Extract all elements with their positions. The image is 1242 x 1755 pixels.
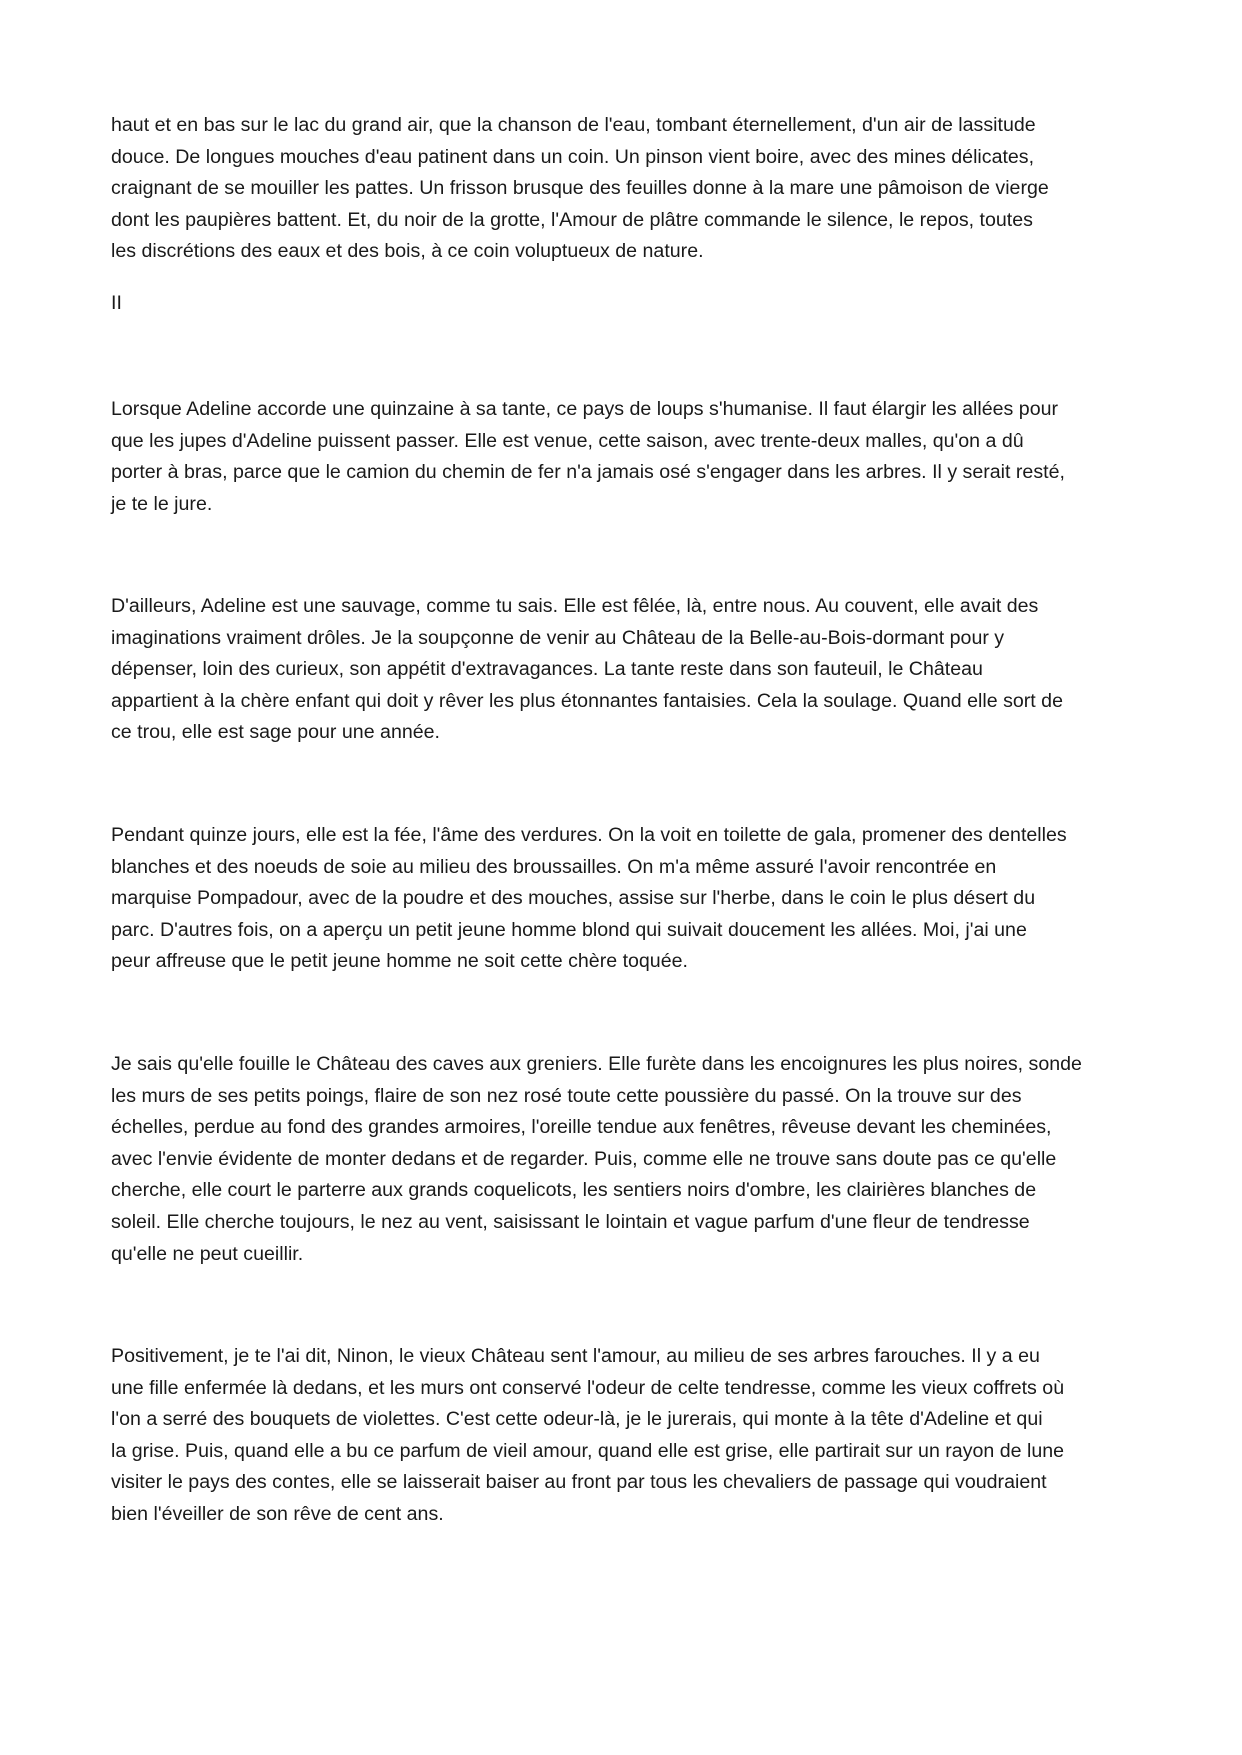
paragraph-line: visiter le pays des contes, elle se laisserait baiser au front par tous les chevaliers de passage qui voudraient [111,1471,1047,1494]
paragraph-line: une fille enfermée là dedans, et les murs ont conservé l'odeur de celte tendresse, comme les vieux coffrets où [111,1376,1065,1399]
paragraph-line: appartient à la chère enfant qui doit y rêver les plus étonnantes fantaisies. Cela la soulage. Quand elle sort de [111,689,1063,712]
paragraph-line: les murs de ses petits poings, flaire de son nez rosé toute cette poussière du passé. On la trouve sur des [111,1084,1022,1107]
paragraph-line: parc. D'autres fois, on a aperçu un petit jeune homme blond qui suivait doucement les allées. Moi, j'ai une [111,918,1027,941]
paragraph-line: ce trou, elle est sage pour une année. [111,721,440,744]
paragraph-line: Je sais qu'elle fouille le Château des caves aux greniers. Elle furète dans les encoignures les plus noires, sonde [111,1053,1082,1075]
paragraph-line: dont les paupières battent. Et, du noir de la grotte, l'Amour de plâtre commande le silence, le repos, toutes [111,208,1033,231]
paragraph-line: douce. De longues mouches d'eau patinent dans un coin. Un pinson vient boire, avec des mines délicates, [111,145,1035,168]
paragraph-line: marquise Pompadour, avec de la poudre et des mouches, assise sur l'herbe, dans le coin le plus désert du [111,887,1036,910]
paragraph-line: porter à bras, parce que le camion du chemin de fer n'a jamais osé s'engager dans les arbres. Il y serait resté, [111,461,1065,484]
paragraph-line: haut et en bas sur le lac du grand air, que la chanson de l'eau, tombant éternellement, d'un air de lassitude [111,114,1036,136]
paragraph-2 [111,394,1141,520]
paragraph-line: Lorsque Adeline accorde une quinzaine à sa tante, ce pays de loups s'humanise. Il faut élargir les allées pour [111,398,1059,420]
paragraph-line: Positivement, je te l'ai dit, Ninon, le vieux Château sent l'amour, au milieu de ses arbres farouches. Il y a eu [111,1345,1040,1367]
paragraph-line: soleil. Elle cherche toujours, le nez au vent, saisissant le lointain et vague parfum d'une fleur de tendresse [111,1210,1030,1233]
paragraph-line: bien l'éveiller de son rêve de cent ans. [111,1502,444,1525]
paragraph-line: échelles, perdue au fond des grandes armoires, l'oreille tendue aux fenêtres, rêveuse devant les cheminées, [111,1116,1052,1139]
paragraph-line: que les jupes d'Adeline puissent passer. Elle est venue, cette saison, avec trente-deux malles, qu'on a dû [111,429,1024,452]
paragraph-line: la grise. Puis, quand elle a bu ce parfum de vieil amour, quand elle est grise, elle partirait sur un rayon de lune [111,1439,1065,1462]
paragraph-line: qu'elle ne peut cueillir. [111,1242,304,1265]
section-heading-text: II [111,292,122,314]
paragraph-line: peur affreuse que le petit jeune homme ne soit cette chère toquée. [111,950,688,973]
paragraph-line: dépenser, loin des curieux, son appétit d'extravagances. La tante reste dans son fauteuil, le Château [111,658,983,681]
paragraph-line: cherche, elle court le parterre aux grands coquelicots, les sentiers noirs d'ombre, les clairières blanches de [111,1179,1037,1202]
paragraph-line: avec l'envie évidente de monter dedans et de regarder. Puis, comme elle ne trouve sans doute pas ce qu'elle [111,1147,1057,1170]
paragraph-line: je te le jure. [111,492,213,515]
paragraph-3 [111,591,1141,749]
paragraph-line: craignant de se mouiller les pattes. Un frisson brusque des feuilles donne à la mare une pâmoison de vierge [111,177,1049,200]
paragraph-1 [111,110,1141,268]
section-heading [111,288,1141,320]
paragraph-line: Pendant quinze jours, elle est la fée, l'âme des verdures. On la voit en toilette de gala, promener des dentelles [111,824,1067,846]
paragraph-line: blanches et des noeuds de soie au milieu des broussailles. On m'a même assuré l'avoir rencontrée en [111,855,997,878]
paragraph-5 [111,1049,1141,1270]
paragraph-line: l'on a serré des bouquets de violettes. C'est cette odeur-là, je le jurerais, qui monte à la tête d'Adeline et qui [111,1408,1043,1431]
paragraph-line: D'ailleurs, Adeline est une sauvage, comme tu sais. Elle est fêlée, là, entre nous. Au couvent, elle avait des [111,595,1039,617]
paragraph-6 [111,1341,1141,1531]
paragraph-4 [111,820,1141,978]
paragraph-line: les discrétions des eaux et des bois, à ce coin voluptueux de nature. [111,240,704,263]
paragraph-line: imaginations vraiment drôles. Je la soupçonne de venir au Château de la Belle-au-Bois-dormant pour y [111,626,1005,649]
